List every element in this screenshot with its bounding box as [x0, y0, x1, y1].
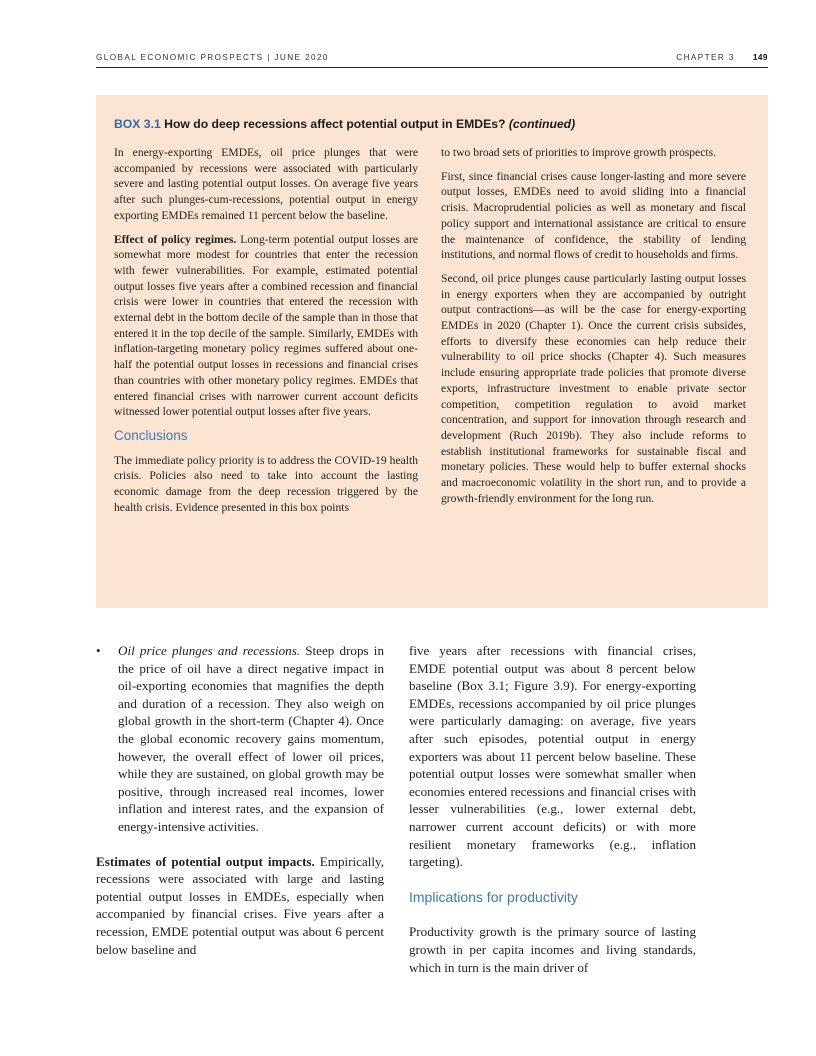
paragraph-body: Empirically, recessions were associated with large and lasting potential output losses in EMDEs, especially when accompanied by financial crises. Five years after a recession, EMDE potential output was about 6 percent below baseline and	[96, 853, 384, 957]
publication-title: GLOBAL ECONOMIC PROSPECTS | JUNE 2020	[96, 53, 329, 62]
main-column-right	[409, 642, 696, 976]
box-title	[114, 117, 575, 131]
bullet-item	[96, 642, 384, 836]
box-paragraph: to two broad sets of priorities to improve growth prospects.	[441, 146, 716, 159]
box-continued: (continued)	[508, 117, 576, 131]
box-title-text: How do deep recessions affect potential output in EMDEs?	[164, 117, 506, 131]
box-number: BOX 3.1	[114, 117, 161, 131]
paragraph-body: Long-term potential output losses are somewhat more modest for countries that enter the recession with fewer vulnerabilities. For example, estimated potential output losses five years after a combined recession and financial crisis were lower in countries that entered the recession with external debt in the bottom decile of the sample than in those that entered it in the top decile of the sample. Similarly, EMDEs with inflation-targeting monetary policy regimes suffered about one-half the potential output losses in recessions and financial crises than countries with other monetary policy regimes. EMDEs that entered financial crises with narrower current account deficits witnessed lower potential output losses after five years.	[114, 232, 419, 419]
main-paragraph	[96, 853, 384, 959]
page-number: 149	[752, 53, 768, 62]
chapter-name: CHAPTER 3	[676, 53, 735, 62]
box-paragraph: In energy-exporting EMDEs, oil price plunges that were accompanied by recessions were associated with particularly severe and lasting potential output losses. On average five years after such plunges-cum-recessions, potential output in energy exporting EMDEs remained 11 percent below the baseline.	[114, 146, 418, 222]
bullet-mark: •	[96, 643, 101, 658]
box-paragraph: First, since financial crises cause longer-lasting and more severe output losses, EMDEs need to avoid sliding into a financial crisis. Macroprudential policies as well as monetary and fiscal policy support and international assistance are critical to ensure the maintenance of confidence, the stability of lending institutions, and normal flows of credit to households and firms.	[441, 169, 746, 262]
main-paragraph: Productivity growth is the primary source of lasting growth in per capita incomes and living standards, which in turn is the main driver of	[409, 924, 696, 975]
conclusions-heading: Conclusions	[114, 427, 188, 443]
paragraph-lead: Estimates of potential output impacts.	[96, 853, 315, 869]
box-paragraph	[114, 232, 418, 420]
bullet-lead: Oil price plunges and recessions.	[118, 643, 301, 658]
main-paragraph: five years after recessions with financial crises, EMDE potential output was about 8 percent below baseline (Box 3.1; Figure 3.9). For energy-exporting EMDEs, recessions accompanied by oil price plunges were particularly damaging: on average, five years after such episodes, potential output in energy exporters was about 11 percent below baseline. These potential output losses were somewhat smaller when economies entered recessions and financial crises with lesser vulnerabilities (e.g., lower external debt, narrower current account deficits) or with more resilient monetary frameworks (e.g., inflation targeting).	[409, 643, 696, 870]
box-paragraph: The immediate policy priority is to address the COVID-19 health crisis. Policies also need to take into account the lasting economic damage from the deep recession triggered by the health crisis. Evidence presented in this box points	[114, 453, 418, 514]
implications-heading: Implications for productivity	[409, 888, 578, 905]
box-column-left	[114, 145, 418, 523]
running-header	[96, 53, 768, 68]
box-paragraph: Second, oil price plunges cause particularly lasting output losses in energy exporters when they are accompanied by outright output contractions—as will be the case for energy-exporting EMDEs in 2020 (Chapter 1). Once the current crisis subsides, efforts to diversify these economies can help reduce their vulnerability to oil price shocks (Chapter 4). Such measures include ensuring appropriate trade policies that promote diverse exports, infrastructure investment to enable private sector competition, competition regulation to avoid market concentration, and support for innovation through research and development (Ruch 2019b). They also include reforms to establish institutional frameworks for sustainable fiscal and monetary policies. These would help to buffer external shocks and macroeconomic volatility in the short run, and to provide a growth-friendly environment for the long run.	[441, 271, 746, 505]
bullet-body: Steep drops in the price of oil have a direct negative impact in oil-exporting economies that magnifies the depth and duration of a recession. They also weigh on global growth in the short-term (Chapter 4). Once the global economic recovery gains momentum, however, the overall effect of lower oil prices, while they are sustained, on global growth may be positive, through increased real incomes, lower inflation and interest rates, and the expansion of energy-intensive activities.	[118, 643, 384, 834]
box-column-right	[441, 145, 746, 514]
chapter-label	[676, 53, 768, 62]
box-3-1	[96, 95, 768, 608]
main-column-left	[96, 642, 384, 958]
paragraph-lead: Effect of policy regimes.	[114, 232, 237, 246]
